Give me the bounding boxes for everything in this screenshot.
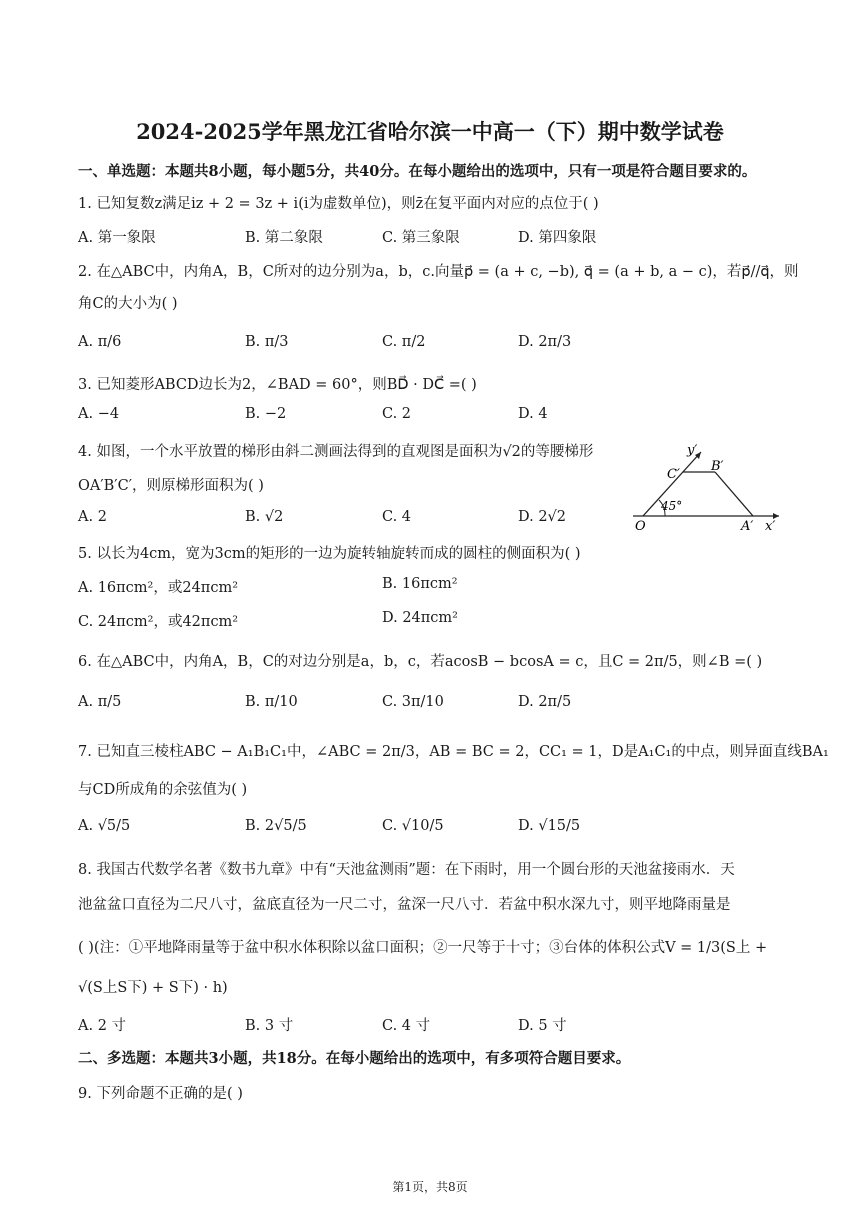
q5-option-c: C. 24πcm²，或42πcm² — [78, 614, 239, 630]
question-8-stem-line2: 池盆盆口直径为二尺八寸，盆底直径为一尺二寸，盆深一尺八寸．若盆中积水深九寸，则平地降雨量是 — [78, 897, 731, 913]
question-8-stem-line1: 8. 我国古代数学名著《数书九章》中有“天池盆测雨”题：在下雨时，用一个圆台形的天池盆接雨水．天 — [78, 862, 735, 878]
label-angle-45: 45° — [661, 499, 683, 513]
label-x-prime: x′ — [765, 519, 776, 532]
q6-option-b: B. π/10 — [245, 694, 298, 710]
q8-option-a: A. 2 寸 — [78, 1018, 127, 1034]
q1-option-c: C. 第三象限 — [382, 230, 460, 246]
page-title: 2024-2025学年黑龙江省哈尔滨一中高一（下）期中数学试卷 — [136, 119, 724, 144]
q4-option-c: C. 4 — [382, 509, 412, 525]
question-7-stem-line1: 7. 已知直三棱柱ABC − A₁B₁C₁中，∠ABC = 2π/3，AB = BC = 2，CC₁ = 1，D是A₁C₁的中点，则异面直线BA₁ — [78, 744, 829, 760]
oblique-trapezoid-figure — [625, 440, 785, 532]
q8-option-d: D. 5 寸 — [518, 1018, 567, 1034]
question-2-stem-line2: 角C的大小为( ) — [78, 296, 178, 312]
question-2-stem-line1: 2. 在△ABC中，内角A，B，C所对的边分别为a，b，c.向量p⃗ = (a + c, −b), q⃗ = (a + b, a − c)，若p⃗//q⃗，则 — [78, 264, 799, 280]
q7-option-d: D. √15/5 — [518, 818, 581, 834]
question-6-stem: 6. 在△ABC中，内角A，B，C的对边分别是a，b，c，若acosB − bcosA = c，且C = 2π/5，则∠B =( ) — [78, 654, 763, 670]
q5-option-a: A. 16πcm²，或24πcm² — [78, 580, 239, 596]
q2-option-d: D. 2π/3 — [518, 334, 572, 350]
q7-option-c: C. √10/5 — [382, 818, 444, 834]
q6-option-a: A. π/5 — [78, 694, 122, 710]
question-3-stem: 3. 已知菱形ABCD边长为2，∠BAD = 60°，则BD⃗ · DC⃗ =( ) — [78, 377, 477, 393]
q3-option-d: D. 4 — [518, 406, 548, 422]
label-c-prime: C′ — [667, 467, 680, 482]
q1-option-a: A. 第一象限 — [78, 230, 156, 246]
q2-option-a: A. π/6 — [78, 334, 122, 350]
trapezoid-right-edge — [715, 472, 753, 516]
q3-option-c: C. 2 — [382, 406, 412, 422]
q3-option-a: A. −4 — [78, 406, 120, 422]
q7-option-b: B. 2√5/5 — [245, 818, 307, 834]
q6-option-c: C. 3π/10 — [382, 694, 444, 710]
label-y-prime: y′ — [687, 443, 698, 458]
q5-option-d: D. 24πcm² — [382, 610, 458, 626]
section-heading-single-choice: 一、单选题：本题共8小题，每小题5分，共40分。在每小题给出的选项中，只有一项是符合题目要求的。 — [78, 163, 757, 180]
section-heading-multiple-choice: 二、多选题：本题共3小题，共18分。在每小题给出的选项中，有多项符合题目要求。 — [78, 1050, 631, 1067]
q4-option-b: B. √2 — [245, 509, 284, 525]
q8-option-c: C. 4 寸 — [382, 1018, 431, 1034]
q1-option-b: B. 第二象限 — [245, 230, 323, 246]
q6-option-d: D. 2π/5 — [518, 694, 572, 710]
question-7-stem-line2: 与CD所成角的余弦值为( ) — [78, 782, 248, 798]
page-footer: 第1页，共8页 — [392, 1180, 468, 1194]
question-5-stem: 5. 以长为4cm，宽为3cm的矩形的一边为旋转轴旋转而成的圆柱的侧面积为( ) — [78, 546, 581, 562]
q2-option-c: C. π/2 — [382, 334, 426, 350]
question-8-stem-line3: ( )(注：①平地降雨量等于盆中积水体积除以盆口面积；②一尺等于十寸；③台体的体积公式V = 1/3(S上 + — [78, 940, 768, 956]
q1-option-d: D. 第四象限 — [518, 230, 597, 246]
question-4-stem-line1: 4. 如图，一个水平放置的梯形由斜二测画法得到的直观图是面积为√2的等腰梯形 — [78, 444, 594, 460]
q2-option-b: B. π/3 — [245, 334, 289, 350]
label-a-prime: A′ — [741, 519, 754, 532]
q7-option-a: A. √5/5 — [78, 818, 131, 834]
question-4-stem-line2: OA′B′C′，则原梯形面积为( ) — [78, 478, 264, 494]
label-o: O — [635, 519, 646, 532]
q3-option-b: B. −2 — [245, 406, 287, 422]
question-1-stem: 1. 已知复数z满足iz + 2 = 3z + i(i为虚数单位)，则z̄在复平面内对应的点位于( ) — [78, 196, 599, 212]
q8-option-b: B. 3 寸 — [245, 1018, 294, 1034]
q4-option-a: A. 2 — [78, 509, 107, 525]
question-9-stem: 9. 下列命题不正确的是( ) — [78, 1086, 243, 1102]
label-b-prime: B′ — [711, 459, 724, 474]
q5-option-b: B. 16πcm² — [382, 576, 458, 592]
question-8-stem-line4: √(S上S下) + S下) · h) — [78, 980, 228, 996]
q4-option-d: D. 2√2 — [518, 509, 567, 525]
